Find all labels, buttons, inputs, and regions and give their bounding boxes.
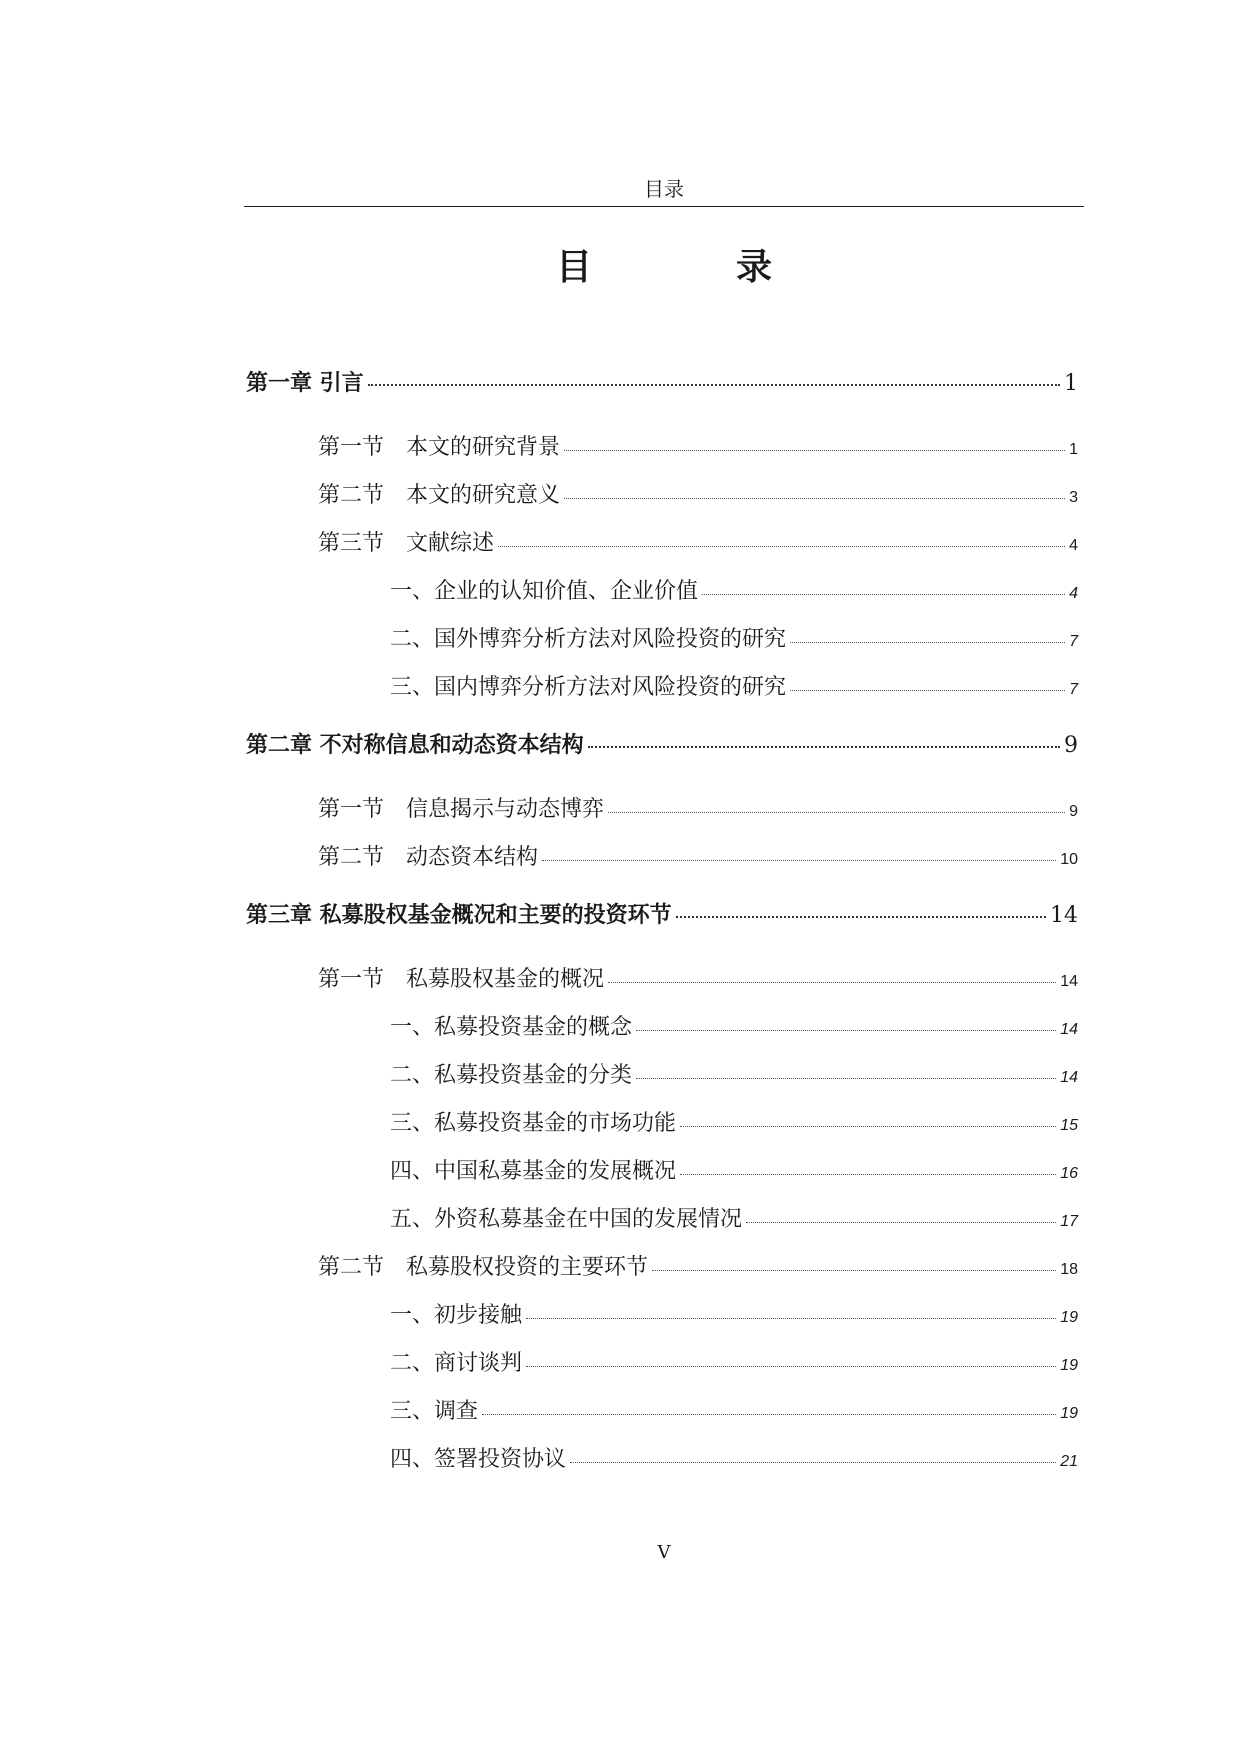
toc-section-1-2[interactable] (318, 478, 1078, 509)
toc-entry-label: 三、私募投资基金的市场功能 (390, 1111, 677, 1136)
toc-entry-label: 二、国外博弈分析方法对风险投资的研究 (390, 627, 787, 652)
toc-subsection-1-3-1[interactable] (390, 574, 1078, 605)
toc-entry-label: 一、私募投资基金的概念 (390, 1015, 633, 1040)
toc-entry-label: 第二节 私募股权投资的主要环节 (318, 1255, 649, 1280)
dot-leader (498, 546, 1065, 547)
toc-entry-page: 7 (1069, 681, 1078, 698)
toc-entry-label: 一、企业的认知价值、企业价值 (390, 579, 699, 604)
toc-subsection-3-2-1[interactable] (390, 1298, 1078, 1329)
toc-entry-label: 二、商讨谈判 (390, 1351, 523, 1376)
dot-leader (564, 450, 1065, 451)
dot-leader (368, 384, 1060, 386)
toc-entry-label: 第二节 动态资本结构 (318, 845, 539, 870)
toc-chapter-1[interactable] (246, 366, 1078, 397)
toc-entry-page: 10 (1060, 851, 1078, 868)
toc-chapter-2[interactable] (246, 728, 1078, 759)
toc-entry-label: 第一节 本文的研究背景 (318, 435, 561, 460)
toc-entry-label: 第一节 信息揭示与动态博弈 (318, 797, 605, 822)
toc-entry-page: 14 (1060, 973, 1078, 990)
toc-entry-page: 15 (1060, 1117, 1078, 1134)
toc-entry-label: 第一章 引言 (246, 371, 364, 396)
toc-entry-page: 4 (1069, 585, 1078, 602)
toc-entry-page: 14 (1060, 1069, 1078, 1086)
toc-entry-label: 三、调查 (390, 1399, 479, 1424)
toc-entry-page: 14 (1060, 1021, 1078, 1038)
toc-entry-page: 19 (1060, 1357, 1078, 1374)
dot-leader (588, 746, 1060, 748)
dot-leader (542, 860, 1056, 861)
dot-leader (680, 1174, 1056, 1175)
toc-subsection-3-1-4[interactable] (390, 1154, 1078, 1185)
dot-leader (790, 690, 1065, 691)
dot-leader (482, 1414, 1056, 1415)
toc-subsection-3-1-3[interactable] (390, 1106, 1078, 1137)
toc-entry-page: 19 (1060, 1309, 1078, 1326)
toc-entry-page: 14 (1050, 903, 1078, 928)
dot-leader (746, 1222, 1056, 1223)
dot-leader (652, 1270, 1056, 1271)
toc-entry-label: 四、中国私募基金的发展概况 (390, 1159, 677, 1184)
dot-leader (676, 916, 1046, 918)
toc-entry-page: 19 (1060, 1405, 1078, 1422)
toc-subsection-3-1-5[interactable] (390, 1202, 1078, 1233)
dot-leader (570, 1462, 1056, 1463)
toc-entry-label: 第三章 私募股权基金概况和主要的投资环节 (246, 903, 672, 928)
toc-entry-label: 五、外资私募基金在中国的发展情况 (390, 1207, 743, 1232)
toc-entry-page: 18 (1060, 1261, 1078, 1278)
toc-subsection-3-2-3[interactable] (390, 1394, 1078, 1425)
dot-leader (526, 1318, 1056, 1319)
toc-entry-page: 4 (1069, 537, 1078, 554)
dot-leader (526, 1366, 1056, 1367)
dot-leader (680, 1126, 1056, 1127)
toc-entry-page: 9 (1064, 733, 1078, 758)
dot-leader (564, 498, 1065, 499)
toc-section-2-2[interactable] (318, 840, 1078, 871)
toc-section-1-1[interactable] (318, 430, 1078, 461)
toc-entry-label: 第三节 文献综述 (318, 531, 495, 556)
running-header: 目录 (244, 176, 1084, 207)
toc-entry-label: 第一节 私募股权基金的概况 (318, 967, 605, 992)
toc-subsection-3-1-2[interactable] (390, 1058, 1078, 1089)
page-title: 目 录 (555, 247, 826, 288)
toc-subsection-3-2-4[interactable] (390, 1442, 1078, 1473)
dot-leader (702, 594, 1065, 595)
toc-subsection-3-2-2[interactable] (390, 1346, 1078, 1377)
toc-entry-label: 第二章 不对称信息和动态资本结构 (246, 733, 584, 758)
toc-entry-label: 第二节 本文的研究意义 (318, 483, 561, 508)
dot-leader (790, 642, 1065, 643)
dot-leader (636, 1078, 1056, 1079)
dot-leader (608, 812, 1065, 813)
toc-section-3-2[interactable] (318, 1250, 1078, 1281)
toc-entry-page: 1 (1069, 441, 1078, 458)
toc-entry-page: 1 (1064, 371, 1078, 396)
toc-entry-page: 21 (1060, 1453, 1078, 1470)
toc-section-1-3[interactable] (318, 526, 1078, 557)
toc-entry-page: 16 (1060, 1165, 1078, 1182)
dot-leader (608, 982, 1056, 983)
toc-entry-page: 7 (1069, 633, 1078, 650)
toc-section-2-1[interactable] (318, 792, 1078, 823)
toc-subsection-1-3-2[interactable] (390, 622, 1078, 653)
toc-entry-label: 三、国内博弈分析方法对风险投资的研究 (390, 675, 787, 700)
dot-leader (636, 1030, 1056, 1031)
toc-entry-label: 四、签署投资协议 (390, 1447, 567, 1472)
toc-chapter-3[interactable] (246, 898, 1078, 929)
toc-subsection-3-1-1[interactable] (390, 1010, 1078, 1041)
toc-entry-page: 3 (1069, 489, 1078, 506)
toc-section-3-1[interactable] (318, 962, 1078, 993)
toc-entry-label: 一、初步接触 (390, 1303, 523, 1328)
toc-subsection-1-3-3[interactable] (390, 670, 1078, 701)
toc-entry-label: 二、私募投资基金的分类 (390, 1063, 633, 1088)
toc-entry-page: 17 (1060, 1213, 1078, 1230)
toc-entry-page: 9 (1069, 803, 1078, 820)
page-number: V (657, 1542, 671, 1563)
